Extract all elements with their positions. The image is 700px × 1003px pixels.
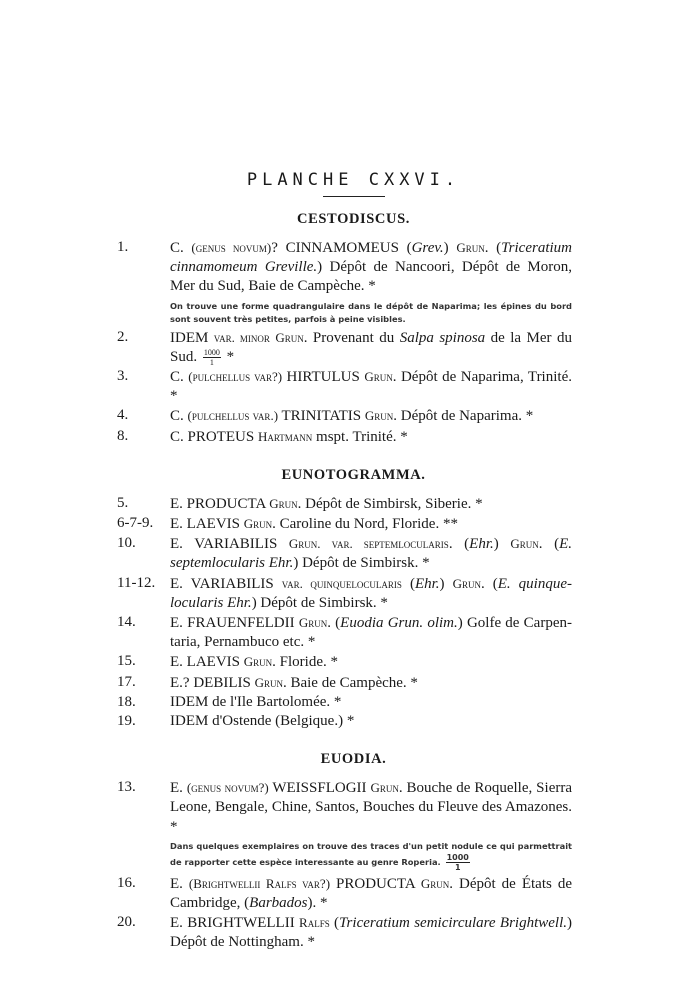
text-segment: E. PRODUCTA: [170, 495, 270, 512]
text-segment: E.? DEBILIS: [170, 674, 255, 691]
fraction-denominator: 1: [454, 862, 461, 872]
figure-number: 6-7-9.: [117, 515, 154, 532]
text-segment: (: [329, 915, 340, 932]
small-caps-text: Grun: [452, 575, 481, 591]
text-segment: ) Dépôt de Nottingham. *: [170, 915, 572, 951]
small-caps-text: var. minor: [213, 329, 270, 345]
small-caps-text: Grun: [364, 408, 394, 424]
figure-number: 11-12.: [117, 574, 156, 591]
plate-entry: [117, 913, 572, 952]
entry-text: [170, 874, 572, 913]
text-segment: ) Dépôt de Simbirsk. *: [251, 594, 388, 611]
text-segment: . Caroline du Nord, Floride. **: [272, 516, 458, 533]
italic-text: Triceratium cinnamomeum Greville.: [170, 240, 572, 276]
entry-text: [170, 406, 572, 426]
plate-entry: [117, 673, 572, 693]
text-segment: . (: [448, 536, 470, 553]
magnification-fraction: [203, 348, 221, 367]
plate-entry: [117, 712, 572, 731]
text-segment: E. LAEVIS: [170, 654, 244, 671]
document-page: [117, 170, 572, 953]
text-segment: PRODUCTA: [330, 875, 421, 892]
small-caps-text: Hartmann: [257, 428, 313, 444]
text-segment: (: [401, 575, 415, 592]
text-segment: IDEM d'Ostende (Belgique.) *: [170, 713, 355, 730]
text-segment: ): [443, 240, 457, 256]
text-segment: . Floride. *: [272, 654, 338, 671]
text-segment: . (: [484, 240, 502, 256]
text-segment: E. VARIABILIS: [170, 575, 282, 592]
text-segment: C.: [170, 369, 189, 386]
figure-number: 10.: [117, 535, 136, 552]
entry-text: [170, 913, 572, 952]
italic-text: Triceratium semicirculare Brightwell.: [339, 915, 567, 932]
entry-text: [170, 367, 572, 406]
plate-entry: [117, 494, 572, 514]
figure-number: 15.: [117, 653, 136, 670]
plate-title: PLANCHE CXXVI.: [246, 170, 461, 190]
fraction-numerator: 1000: [446, 852, 469, 862]
plate-entry: [117, 367, 572, 406]
plate-entry: [117, 427, 572, 447]
text-segment: . Bouche de Roquelle, Sierra Leone, Bengale, Chine, Santos, Bouches du Fleuve des Amazones. *: [170, 780, 572, 835]
text-segment: C.: [170, 240, 192, 256]
text-segment: . Dépôt de Simbirsk, Siberie. *: [297, 495, 483, 512]
figure-number: 14.: [117, 614, 136, 631]
text-segment: On trouve une forme quadrangulaire dans le dépôt de Naparima; les épines du bord sont souvent très petites, parfois à peine visibles.: [170, 300, 572, 324]
text-segment: TRINITATIS: [278, 408, 365, 425]
small-caps-text: (Brightwellii Ralfs var?): [188, 875, 331, 891]
small-caps-text: Grun: [364, 369, 393, 385]
small-caps-text: Grun: [269, 495, 298, 511]
entry-note: [170, 840, 572, 872]
text-segment: IDEM de l'Ile Bartolomée. *: [170, 693, 342, 710]
entry-text: [170, 574, 572, 613]
plate-entry: [117, 574, 572, 613]
figure-number: 20.: [117, 914, 136, 931]
italic-text: Ehr.: [469, 536, 494, 553]
text-segment: E.: [170, 780, 187, 797]
small-caps-text: (genus novum?): [186, 780, 269, 796]
small-caps-text: (pulchellus var.): [187, 408, 279, 424]
entry-text: [170, 328, 572, 367]
text-segment: mspt. Trinité. *: [312, 428, 408, 445]
text-segment: . Dépôt de États de Cambridge, (: [170, 875, 572, 912]
plate-entry: [117, 514, 572, 534]
section-heading: EUODIA.: [320, 751, 387, 768]
figure-number: 8.: [117, 427, 129, 444]
entry-text: [170, 778, 572, 837]
entry-note: [170, 300, 572, 326]
text-segment: de la Mer du Sud.: [170, 329, 573, 365]
small-caps-text: Grun: [510, 536, 539, 552]
text-segment: ) Dépôt de Nancoori, Dépôt de Moron, Mer du Sud, Baie de Campèche. *: [170, 259, 572, 295]
text-segment: WEISSFLOGII: [268, 780, 371, 797]
small-caps-text: Grun: [275, 329, 304, 345]
text-segment: . (: [538, 536, 560, 553]
entry-text: [170, 652, 572, 672]
text-segment: ): [493, 536, 511, 553]
small-caps-text: Grun: [298, 615, 328, 631]
text-segment: C. PROTEUS: [170, 428, 258, 445]
text-segment: . Dépôt de Naparima. *: [393, 408, 534, 425]
section-heading: EUNOTOGRAMMA.: [281, 466, 426, 483]
figure-number: 17.: [117, 673, 136, 690]
small-caps-text: Ralfs: [299, 915, 330, 931]
figure-number: 16.: [117, 874, 136, 891]
small-caps-text: Grun: [370, 780, 399, 796]
entry-text: [170, 494, 572, 514]
fraction-denominator: 1: [209, 357, 214, 367]
section-heading: CESTODISCUS.: [297, 211, 410, 227]
entry-text: [170, 427, 572, 447]
text-segment: . (: [480, 575, 498, 592]
text-segment: ? CINNAMOMEUS (: [271, 240, 412, 256]
text-segment: ): [439, 575, 453, 592]
text-segment: ). *: [307, 895, 328, 912]
text-segment: ) Golfe de Carpen-taria, Pernambuco etc. *: [170, 615, 572, 651]
italic-text: Salpa spinosa: [399, 329, 486, 346]
text-segment: E. FRAUENFELDII: [170, 615, 299, 632]
entry-text: [170, 613, 572, 652]
plate-entry: [117, 613, 572, 652]
entry-text: [170, 673, 572, 693]
fraction-numerator: 1000: [203, 347, 220, 357]
text-segment: *: [222, 348, 235, 365]
small-caps-text: Grun: [420, 875, 450, 891]
italic-text: E. quinque-locularis Ehr.: [170, 575, 572, 611]
text-segment: E.: [170, 875, 189, 892]
italic-text: Ehr.: [414, 575, 440, 592]
text-segment: E. BRIGHTWELLII: [170, 915, 300, 932]
magnification-fraction: [446, 853, 470, 872]
title-divider: [323, 196, 385, 197]
figure-number: 1.: [117, 239, 129, 255]
section-gap: [117, 731, 572, 737]
section-gap: [117, 447, 572, 453]
figure-number: 5.: [117, 494, 129, 511]
text-segment: . (: [327, 615, 341, 632]
plate-entry: [117, 874, 572, 913]
entry-text: [170, 693, 572, 712]
small-caps-text: Grun: [456, 240, 485, 255]
small-caps-text: Grun. var. septemlocularis: [288, 536, 449, 552]
plate-entry: [117, 328, 572, 367]
plate-entry: [117, 693, 572, 712]
text-segment: . Baie de Campèche. *: [282, 674, 418, 691]
small-caps-text: Grun: [243, 654, 273, 670]
figure-number: 19.: [117, 713, 136, 730]
small-caps-text: Grun: [254, 674, 283, 690]
figure-number: 2.: [117, 328, 129, 345]
text-segment: . Provenant du: [303, 329, 400, 346]
plate-entry: [117, 534, 572, 573]
italic-text: Euodia Grun. olim.: [340, 615, 458, 632]
entry-text: [170, 514, 572, 534]
text-segment: E. LAEVIS: [170, 516, 244, 533]
italic-text: E. septemlocularis Ehr.: [170, 536, 572, 572]
plate-entry: [117, 406, 572, 426]
small-caps-text: var. quinquelocularis: [281, 575, 402, 591]
text-segment: HIRTULUS: [282, 369, 365, 386]
plate-entry: [117, 238, 572, 297]
small-caps-text: (genus novum): [191, 240, 272, 255]
text-segment: . Dépôt de Naparima, Trinité. *: [170, 369, 572, 405]
plate-entry: [117, 652, 572, 672]
italic-text: Barbados: [249, 895, 308, 912]
small-caps-text: (pulchellus var?): [188, 369, 283, 385]
text-segment: E. VARIABILIS: [170, 536, 289, 553]
figure-number: 18.: [117, 693, 136, 710]
figure-number: 3.: [117, 368, 129, 385]
sections: [117, 211, 572, 953]
text-segment: ) Dépôt de Simbirsk. *: [293, 555, 430, 572]
italic-text: Grev.: [411, 240, 444, 256]
figure-number: 13.: [117, 779, 136, 796]
figure-number: 4.: [117, 407, 129, 424]
entry-text: [170, 534, 572, 573]
plate-entry: [117, 778, 572, 837]
text-segment: Dans quelques exemplaires on trouve des traces d'un petit nodule ce qui parmettrait de rapporter cette espèce interessante au genre Roperia.: [170, 840, 572, 867]
entry-text: [170, 712, 572, 731]
small-caps-text: Grun: [243, 516, 273, 532]
entry-text: [170, 238, 572, 297]
text-segment: IDEM: [170, 329, 214, 346]
text-segment: C.: [170, 408, 188, 425]
